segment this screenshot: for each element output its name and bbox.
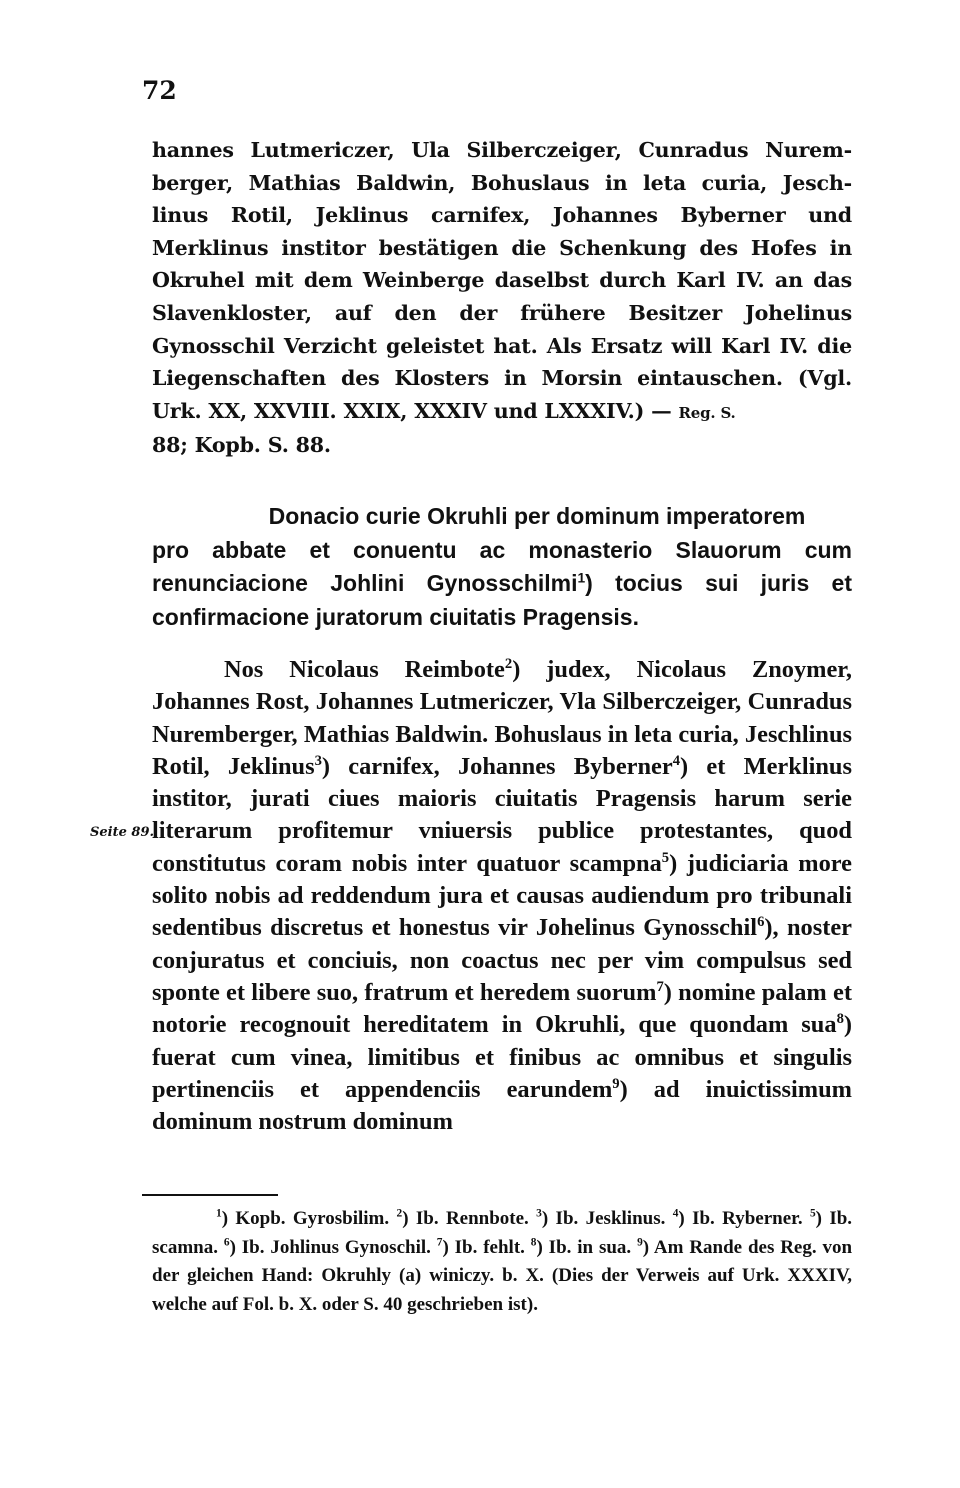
footnote-text: ) Ib. scamna. [152,1208,853,1258]
footnote-text: ) Ib. fehlt. [442,1236,525,1258]
document-heading [152,500,852,634]
footnote-text: ) Ib. Jesklinus. [541,1208,666,1229]
text-segment: ) ad inuictissimum dominum nostrum dominum [152,1075,852,1136]
footnote-text: ) Am Rande des Reg. von der gleichen Hand: Okruhly (a) winiczy. b. X. (Dies der Verweis auf Urk. XXXIV, welche auf Fol. b. X. oder S. 40 geschrieben ist). [152,1236,853,1315]
footnote-number: 4 [672,1207,679,1220]
footnote-marker: 8 [836,1011,844,1028]
heading-line: Donacio curie Okruhli per dominum imperatorem [268,503,806,529]
footnote-number: 3 [536,1207,542,1220]
footnote-marker: 4 [672,752,681,769]
regest-line: das Slavenkloster, auf den der frühere Besitzer Johelinus [152,268,852,325]
footnote-marker: 9 [612,1075,620,1092]
footnote-text: ) Kopb. Gyrosbilim. [221,1208,390,1229]
regest-line: Urk. XX, XXVIII. XXIX, XXXIV und LXXXIV.) — [152,398,672,423]
heading-line: confirmacione juratorum ciuitatis Pragensis. [152,603,639,630]
footnote-number: 8 [530,1236,537,1249]
text-segment: ) et Merklinus institor, jurati ciues maioris ciuitatis Pragensis harum serie literarum profitemur vniuersis publice protestantes, quod constitutus coram nobis inter quatuor scampna [152,752,852,877]
heading-line: pro abbate et conuentu ac monasterio Slauorum cum [152,536,852,563]
footnote-marker: 7 [656,978,664,995]
regest-paragraph [152,134,852,462]
text-segment: ) fuerat cum vinea, limitibus et finibus ac omnibus et singulis pertinenciis et appendenciis earundem [152,1011,852,1103]
footnote-marker: 2 [504,655,513,672]
regest-line: linus Rotil, Jeklinus carnifex, Johannes Byberner und [152,203,852,228]
regest-line: Okruhel mit dem Weinberge daselbst durch Karl IV. an [152,268,803,293]
footnote-number: 5 [809,1207,816,1220]
footnote-marker: 3 [314,752,322,769]
heading-line: renunciacione Johlini Gynosschilmi [152,570,578,596]
footnote-number: 7 [436,1236,443,1249]
page-number: 72 [142,76,177,105]
footnote-marker: 6 [757,914,765,931]
regest-line: berger, Mathias Baldwin, Bohuslaus in leta curia, Jesch- [152,170,852,195]
margin-page-reference: Seite 89. [90,825,155,840]
footnote-text: ) Ib. Ryberner. [678,1208,803,1229]
footnote-text: ) Ib. Rennbote. [402,1208,529,1229]
footnote-number: 2 [396,1207,403,1220]
footnote-number: 9 [637,1236,643,1249]
text-segment: ) judiciaria more solito nobis ad reddendum jura et causas audiendum pro tribunali sedentibus discretus et honestus vir Johelinus Gynosschil [152,849,852,942]
footnotes [152,1205,852,1319]
text-segment: ), noster conjuratus et conciuis, non coactus nec per vim compulsus sed sponte et libere suo, fratrum et heredem suorum [152,914,852,1006]
regest-line: hannes Lutmericzer, Ula Silberczeiger, Cunradus Nurem- [152,138,852,162]
footnote-number: 6 [223,1236,230,1249]
footnote-text: ) Ib. in sua. [536,1236,632,1258]
footnote-marker: 1 [577,570,586,586]
regest-line: Gynosschil Verzicht geleistet hat. Als Ersatz will Karl IV. [152,333,809,358]
text-segment: ) nomine palam et notorie recognouit hereditatem in Okruhli, que quondam sua [152,978,852,1039]
regest-line: Merklinus institor bestätigen die Schenkung des Hofes in [152,235,852,260]
heading-line: ) tocius sui juris et [585,570,852,596]
text-segment: ) judex, Nicolaus Znoymer, Johannes Rost, Johannes Lutmericzer, Vla Silberczeiger, Cunradus Nuremberger, Mathias Baldwin. Bohuslaus in leta curia, Jeschlinus Rotil, Jeklinus [152,656,852,780]
footnote-divider [142,1194,278,1196]
footnote-number: 1 [216,1207,222,1220]
regest-reference: Reg. S. [678,403,736,422]
footnote-text: ) Ib. Johlinus Gynoschil. [229,1236,431,1258]
footnote-marker: 5 [661,849,670,866]
regest-line: 88; Kopb. S. 88. [152,433,331,458]
text-segment: Nos Nicolaus Reimbote [224,656,505,683]
charter-text [152,654,852,1138]
text-segment: ) carnifex, Johannes Byberner [321,752,673,780]
regest-line: die Liegenschaften des Klosters in Morsin eintauschen. (Vgl. [152,333,852,391]
